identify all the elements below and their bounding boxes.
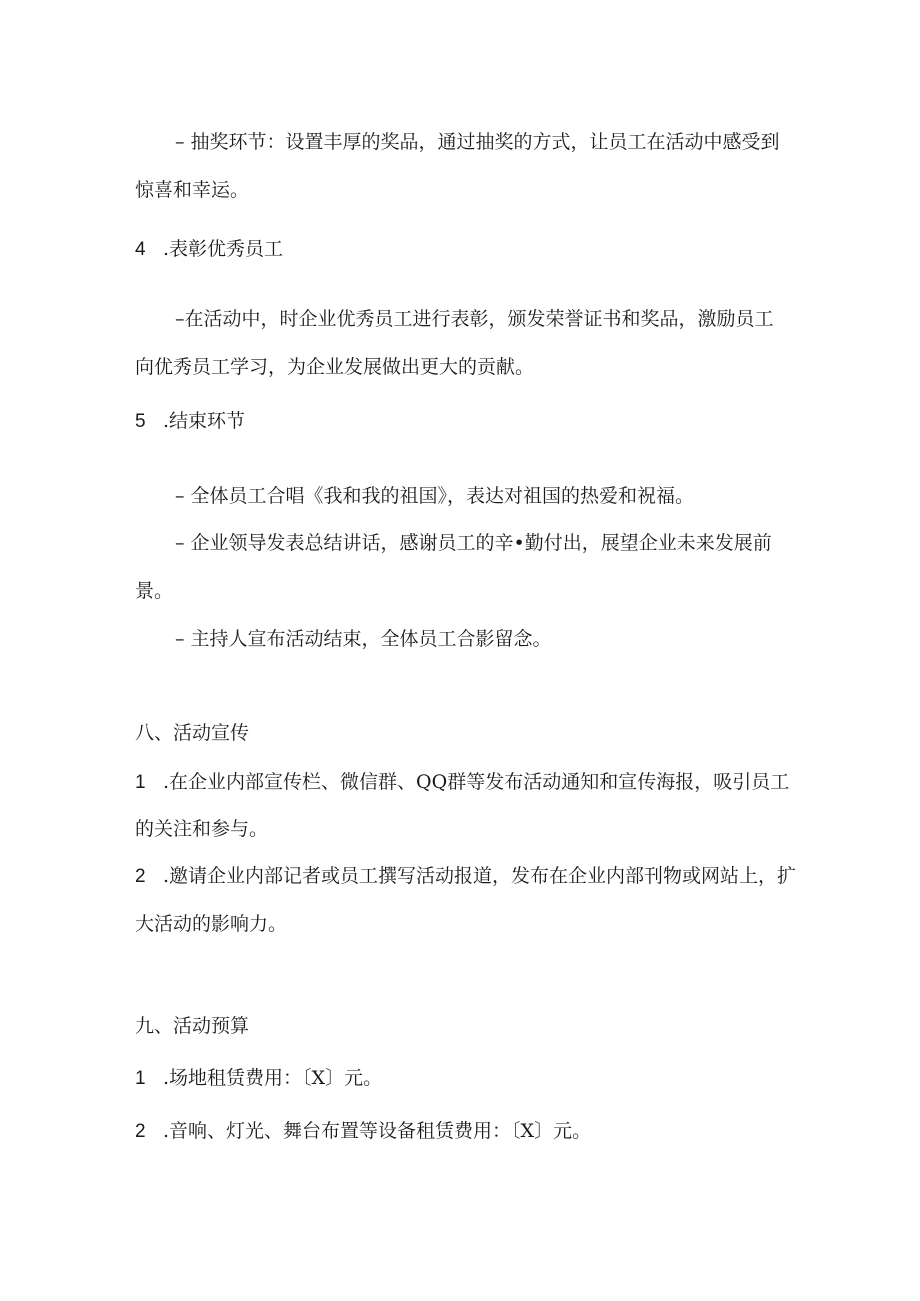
section-9-item-2-number: 2: [135, 1121, 146, 1142]
section-9-item-2: [135, 1119, 591, 1144]
section-8-heading: 八、活动宣传: [135, 722, 250, 744]
section-8-item-2-text: .邀请企业内部记者或员工撰写活动报道，发布在企业内部刊物或网站上，扩: [163, 865, 797, 887]
lottery-paragraph-line-2: 惊喜和幸运。: [135, 179, 250, 201]
lottery-paragraph-line-1: – 抽奖环节：设置丰厚的奖品，通过抽奖的方式，让员工在活动中感受到: [175, 131, 780, 153]
item-5-bullet-2-line-1: – 企业领导发表总结讲话，感谢员工的辛•勤付出，展望企业未来发展前: [175, 532, 772, 554]
section-9-item-1-number: 1: [135, 1068, 146, 1089]
item-4-number: 4: [135, 239, 146, 260]
item-5-bullet-2-line-2: 景。: [135, 580, 174, 602]
item-4-heading: [135, 237, 283, 262]
section-9-item-1-text: .场地租赁费用：〔X〕元。: [163, 1067, 383, 1089]
item-4-title: .表彰优秀员工: [163, 238, 284, 260]
section-8-item-2-line-2: 大活动的影响力。: [135, 913, 288, 935]
item-4-paragraph-line-2: 向优秀员工学习，为企业发展做出更大的贡献。: [135, 356, 535, 378]
item-5-number: 5: [135, 411, 146, 432]
section-9-heading: 九、活动预算: [135, 1015, 250, 1037]
section-8-item-1-line-2: 的关注和参与。: [135, 818, 269, 840]
section-8-item-2-line-1: [135, 864, 796, 889]
section-8-item-1-text: .在企业内部宣传栏、微信群、QQ群等发布活动通知和宣传海报，吸引员工: [163, 771, 790, 793]
section-8-item-1-number: 1: [135, 772, 146, 793]
section-8-item-1-line-1: [135, 770, 789, 795]
item-5-bullet-1: – 全体员工合唱《我和我的祖国》，表达对祖国的热爱和祝福。: [175, 485, 695, 507]
section-9-item-2-text: .音响、灯光、舞台布置等设备租赁费用：〔X〕元。: [163, 1120, 592, 1142]
section-9-item-1: [135, 1066, 382, 1091]
item-5-bullet-3: – 主持人宣布活动结束，全体员工合影留念。: [175, 628, 552, 650]
item-5-title: .结束环节: [163, 410, 246, 432]
item-5-heading: [135, 409, 245, 434]
section-8-item-2-number: 2: [135, 866, 146, 887]
item-4-paragraph-line-1: –在活动中，时企业优秀员工进行表彰，颁发荣誉证书和奖品，激励员工: [175, 308, 774, 330]
